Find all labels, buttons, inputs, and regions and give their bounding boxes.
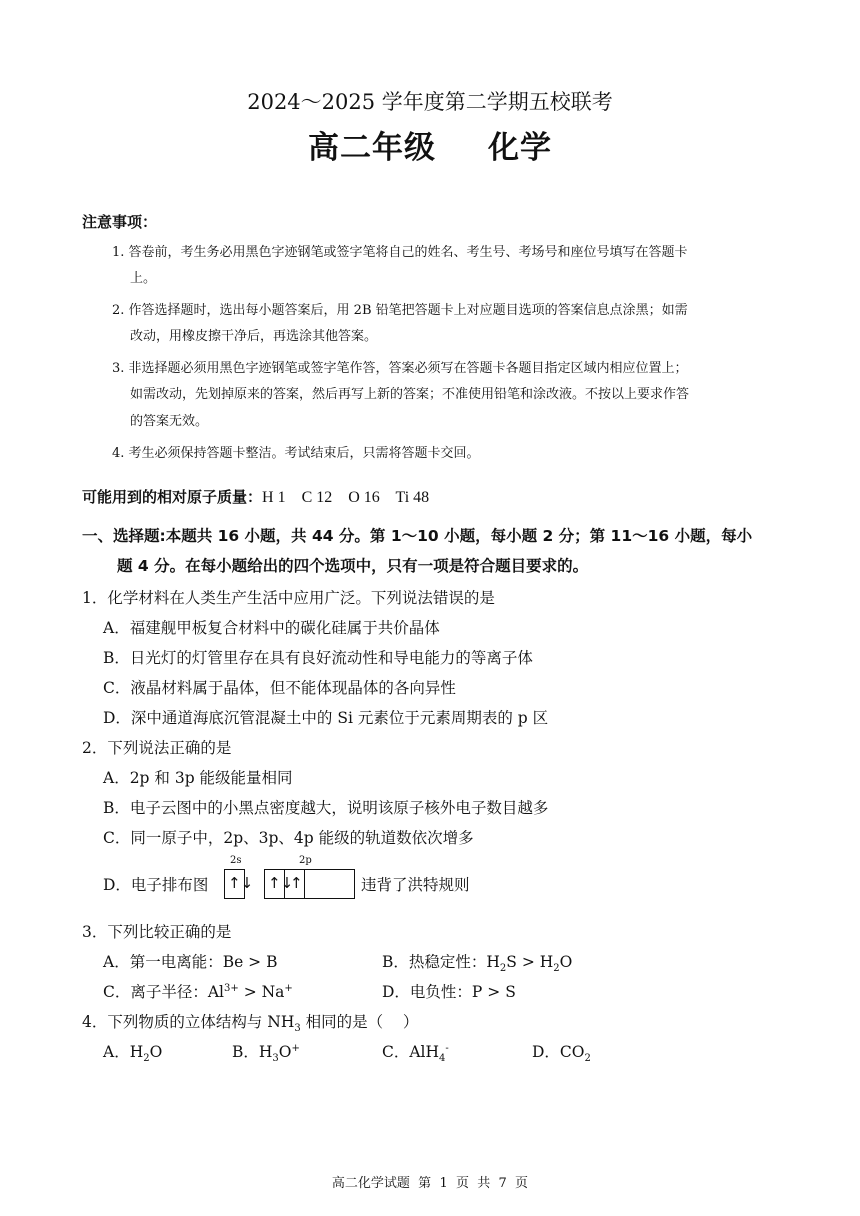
atomic-masses-label: 可能用到的相对原子质量： xyxy=(82,488,263,506)
q2-option-b: B．电子云图中的小黑点密度越大，说明该原子核外电子数目越多 xyxy=(103,799,549,817)
orbital-2s-box xyxy=(224,869,254,899)
q1-option-b: B．日光灯的灯管里存在具有良好流动性和导电能力的等离子体 xyxy=(103,649,533,667)
orbital-2p-box-3 xyxy=(304,869,355,899)
q3-stem: 3．下列比较正确的是 xyxy=(82,923,232,941)
orbital-2p-box-1 xyxy=(264,869,294,899)
note-2-line-b: 改动，用橡皮擦干净后，再选涂其他答案。 xyxy=(130,329,378,344)
q1-option-d: D．深中通道海底沉管混凝土中的 Si 元素位于元素周期表的 p 区 xyxy=(103,709,549,727)
note-3-line-b: 如需改动，先划掉原来的答案，然后再写上新的答案；不准使用铅笔和涂改液。不按以上要求作答 xyxy=(130,387,690,402)
q4-option-c: C．AlH$_4$- xyxy=(382,1042,449,1065)
q1-stem: 1．化学材料在人类生产生活中应用广泛。下列说法错误的是 xyxy=(82,589,495,607)
note-4: 4. 考生必须保持答题卡整洁。考试结束后，只需将答题卡交回。 xyxy=(112,446,480,461)
q2-option-a: A．2p 和 3p 能级能量相同 xyxy=(103,769,293,787)
orbital-2s-label: 2s xyxy=(230,855,242,866)
spin-up-icon: ↑ xyxy=(290,874,303,892)
q4-stem: 4．下列物质的立体结构与 $NH_3$ 相同的是（ ） xyxy=(82,1013,419,1035)
spin-pair-icon: ↑↓ xyxy=(228,874,254,892)
note-3-line-c: 的答案无效。 xyxy=(130,414,209,429)
orbital-2p-box-2 xyxy=(284,869,305,899)
exam-title-line1: 2024～2025 学年度第二学期五校联考 xyxy=(247,90,613,114)
section1-instruction-line1: 一、选择题:本题共 16 小题，共 44 分。第 1～10 小题，每小题 2 分；第 11～16 小题，每小 xyxy=(82,527,753,545)
notes-heading: 注意事项： xyxy=(82,213,158,231)
orbital-2p-label: 2p xyxy=(299,855,312,866)
note-1-line-a: 1. 答卷前，考生务必用黑色字迹钢笔或签字笔将自己的姓名、考生号、考场号和座位号填写在答题卡 xyxy=(112,245,688,260)
q4-option-b: B．$H_3O^+$ xyxy=(232,1042,300,1065)
q1-option-c: C．液晶材料属于晶体，但不能体现晶体的各向异性 xyxy=(103,679,456,697)
q2-option-d-prefix: D．电子排布图 xyxy=(103,876,209,894)
note-3-line-a: 3. 非选择题必须用黑色字迹钢笔或签字笔作答，答案必须写在答题卡各题目指定区域内相应位置上； xyxy=(112,361,688,376)
q3-option-d: D．电负性：P > S xyxy=(382,983,516,1001)
exam-title-line2 xyxy=(0,122,860,167)
grade-label: 高二年级 xyxy=(308,130,436,166)
q2-stem: 2．下列说法正确的是 xyxy=(82,739,232,757)
q1-option-a: A．福建舰甲板复合材料中的碳化硅属于共价晶体 xyxy=(103,619,440,637)
q3-option-b: B．热稳定性：$H_2S > H_2O$ xyxy=(382,953,573,975)
note-1-line-b: 上。 xyxy=(130,271,157,286)
atomic-masses-values: H 1 C 12 O 16 Ti 48 xyxy=(262,489,430,506)
subject-label: 化学 xyxy=(488,130,552,166)
spin-pair-icon: ↑↓ xyxy=(268,874,294,892)
atomic-masses xyxy=(82,486,429,507)
q4-option-a: A．$H_2O$ xyxy=(103,1043,163,1065)
note-2-line-a: 2. 作答选择题时，选出每小题答案后，用 2B 铅笔把答题卡上对应题目选项的答案信息点涂黑；如需 xyxy=(112,303,688,318)
page-footer: 高二化学试题 第 1 页 共 7 页 xyxy=(331,1176,529,1191)
section1-instruction-line2: 题 4 分。在每小题给出的四个选项中，只有一项是符合题目要求的。 xyxy=(117,557,589,575)
q3-option-c: C．离子半径：$Al^{3+} > Na^+$ xyxy=(103,982,293,1001)
q2-option-d-suffix: 违背了洪特规则 xyxy=(361,876,470,894)
q2-option-c: C．同一原子中，2p、3p、4p 能级的轨道数依次增多 xyxy=(103,829,474,847)
q3-option-a: A．第一电离能：Be > B xyxy=(103,953,278,971)
q4-option-d: D．$CO_2$ xyxy=(532,1043,591,1065)
